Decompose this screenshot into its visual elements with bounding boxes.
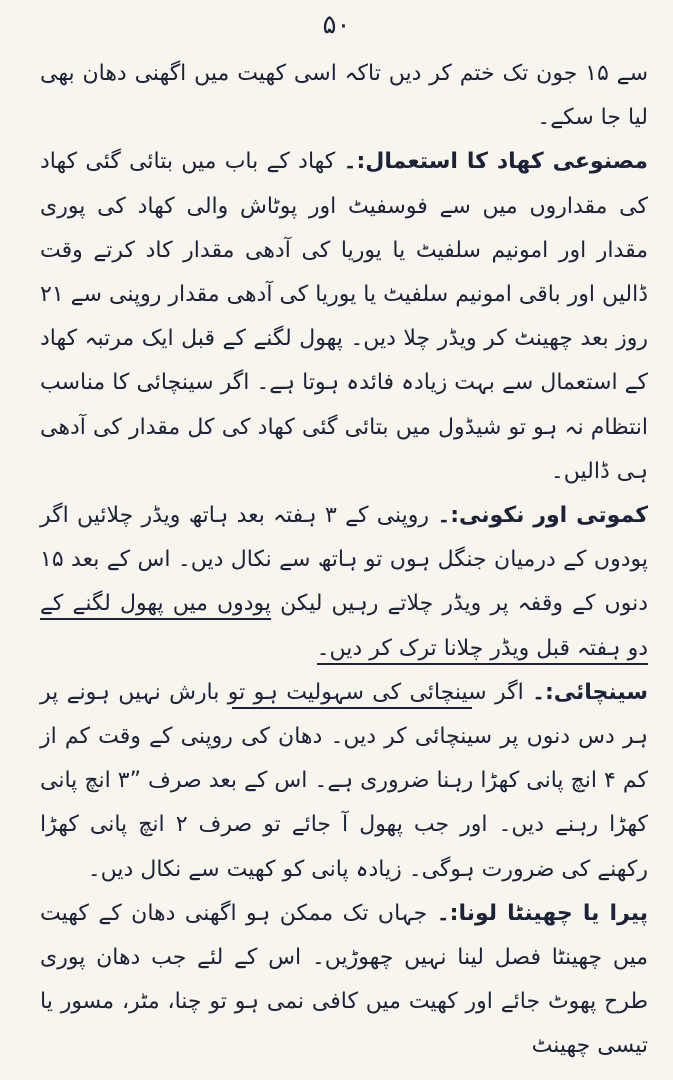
paragraph-sowing	[40, 892, 648, 1069]
section-heading-sowing: پیرا یا چھینٹا لونا:۔	[436, 900, 649, 926]
paragraph-weeding	[40, 494, 648, 671]
section-heading-irrigation: سینچائی:۔	[532, 679, 648, 705]
paragraph-text: روپنی کے ۳ ہفتہ بعد ہاتھ ویڈر چلائیں اگر پودوں کے درمیان جنگل ہوں تو ہاتھ سے نکال دیں۔ اس کے بعد ۱۵ دنوں کے وقفہ پر ویڈر چلاتے رہیں لیکن	[40, 503, 648, 617]
underlined-text: پودوں میں پھول لگنے کے دو ہفتہ قبل ویڈر چلانا ترک کر دیں۔	[40, 591, 648, 664]
paragraph-irrigation	[40, 671, 648, 892]
paragraph-fertilizer	[40, 140, 648, 494]
section-divider-line	[232, 707, 472, 709]
page-number: ۵۰	[322, 10, 351, 40]
paragraph-text: سے ۱۵ جون تک ختم کر دیں تاکہ اسی کھیت میں اگھنی دھان بھی لیا جا سکے۔	[40, 61, 649, 131]
paragraph-text: جہاں تک ممکن ہو اگھنی دھان کے کھیت میں چھینٹا فصل لینا نہیں چھوڑیں۔ اس کے لئے جب دھان پوری طرح پھوٹ جائے اور کھیت میں کافی نمی ہو تو چنا، مٹر، مسور یا تیسی چھینٹ	[40, 900, 648, 1059]
section-heading-weeding: کموتی اور نکونی:۔	[437, 503, 649, 529]
paragraph-text: کھاد کے باب میں بتائی گئی کھاد کی مقداروں میں سے فوسفیٹ اور پوٹاش والی کھاد کی پوری مقدار اور امونیم سلفیٹ یا یوریا کی آدھی مقدار کاد کرتے وقت ڈالیں اور باقی امونیم سلفیٹ یا یوریا کی آدھی مقدار روپنی سے ۲۱ روز بعد چھینٹ کر ویڈر چلا دیں۔ پھول لگنے کے قبل ایک مرتبہ کھاد کے استعمال سے بہت زیادہ فائدہ ہوتا ہے۔ اگر سینچائی کا مناسب انتظام نہ ہو تو شیڈول میں بتائی گئی کھاد کی کل مقدار کی آدھی ہی ڈالیں۔	[40, 149, 648, 484]
paragraph-continuation	[40, 52, 648, 140]
paragraph-text: اگر سینچائی کی سہولیت ہو تو بارش نہیں ہونے پر ہر دس دنوں پر سینچائی کر دیں۔ دھان کی روپنی کے وقت کم از کم ۴ انچ پانی کھڑا رہنا ضروری ہے۔ اس کے بعد صرف ”۳ انچ پانی کھڑا رہنے دیں۔ اور جب پھول آ جائے تو صرف ۲ انچ پانی کھڑا رکھنے کی ضرورت ہوگی۔ زیادہ پانی کو کھیت سے نکال دیں۔	[40, 679, 649, 882]
section-heading-fertilizer: مصنوعی کھاد کا استعمال:۔	[343, 149, 649, 175]
page-body	[40, 52, 648, 1069]
